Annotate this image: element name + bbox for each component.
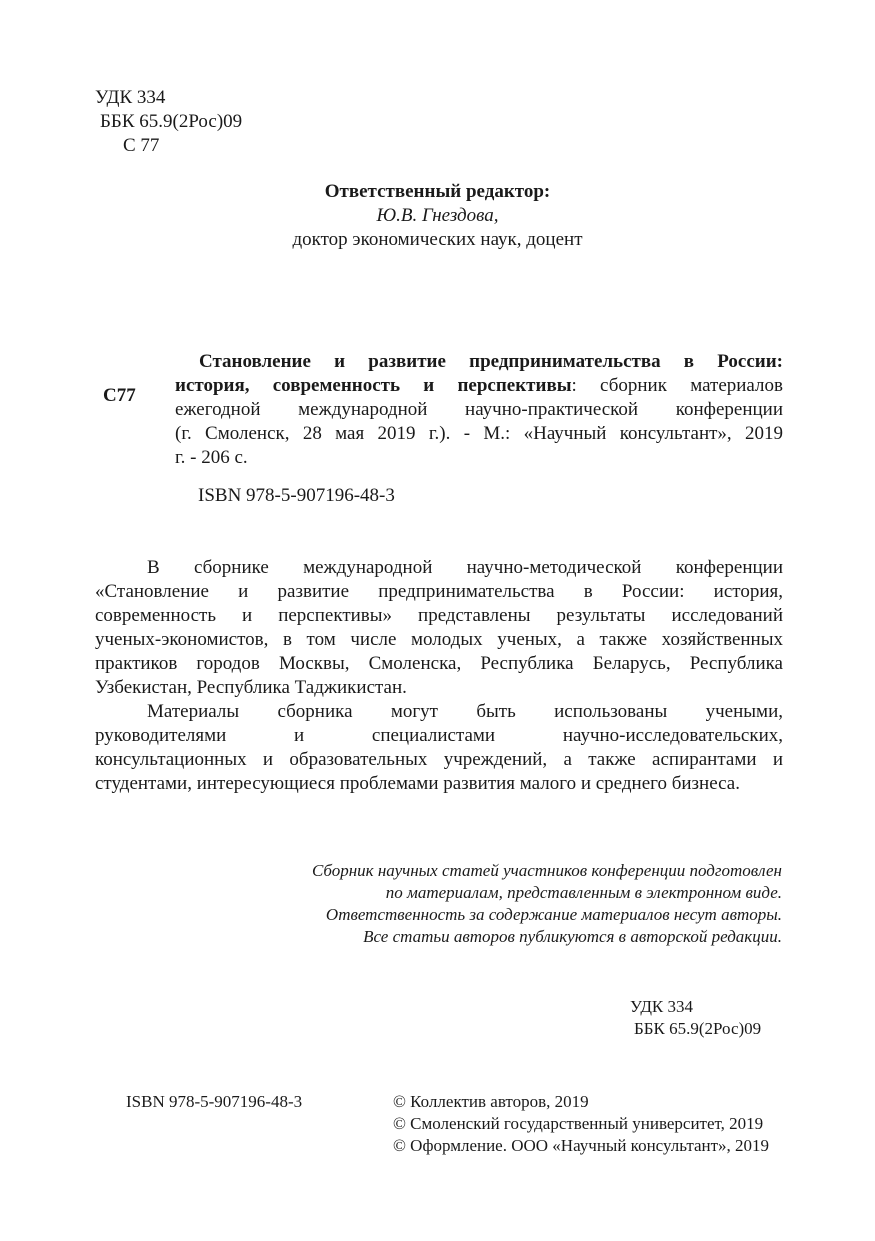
- annotation-p1-last: Узбекистан, Республика Таджикистан.: [95, 677, 407, 698]
- catalog-entry: [175, 350, 783, 470]
- copyright-block: [393, 1091, 769, 1157]
- catalog-line2-rest: : сборник материалов: [571, 375, 783, 396]
- udk-code: УДК 334: [95, 87, 166, 108]
- annotation-p2-line: руководителями и специалистами научно-исследовательских,: [95, 725, 783, 746]
- bbk-code: ББК 65.9(2Рос)09: [100, 111, 243, 132]
- catalog-mark: С77: [103, 385, 136, 406]
- annotation-p1-line: В сборнике международной научно-методической конференции: [147, 557, 783, 578]
- catalog-line5: г. - 206 с.: [175, 447, 248, 468]
- annotation-p2-last: студентами, интересующиеся проблемами развития малого и среднего бизнеса.: [95, 773, 740, 794]
- copyright-line: © Смоленский государственный университет, 2019: [393, 1114, 764, 1133]
- copyright-line: © Оформление. ООО «Научный консультант», 2019: [393, 1136, 770, 1155]
- catalog-line2: [175, 374, 783, 398]
- notice-line: Все статьи авторов публикуются в авторской редакции.: [363, 927, 782, 946]
- imprint-isbn: ISBN 978-5-907196-48-3: [126, 1092, 303, 1111]
- catalog-title-line2: история, современность и перспективы: [175, 375, 572, 396]
- annotation-p1-line: ученых-экономистов, в том числе молодых ученых, а также хозяйственных: [95, 629, 783, 650]
- annotation-p1-line: «Становление и развитие предпринимательства в России: история,: [95, 581, 783, 602]
- annotation-p1-line: практиков городов Москвы, Смоленска, Республика Беларусь, Республика: [95, 653, 783, 674]
- annotation-p1-line: современность и перспективы» представлены результаты исследований: [95, 605, 783, 626]
- notice-line: по материалам, представленным в электронном виде.: [385, 883, 782, 902]
- catalog-line4: (г. Смоленск, 28 мая 2019 г.). - М.: «Научный консультант», 2019: [175, 423, 783, 444]
- bbk-code-bottom: ББК 65.9(2Рос)09: [634, 1019, 762, 1038]
- editor-name: Ю.В. Гнездова,: [376, 205, 499, 226]
- catalog-title-line1: Становление и развитие предпринимательства в России:: [199, 351, 783, 372]
- catalog-line3: ежегодной международной научно-практической конференции: [175, 399, 783, 420]
- copyright-line: © Коллектив авторов, 2019: [393, 1092, 589, 1111]
- editor-block: [0, 180, 875, 252]
- author-mark: С 77: [123, 135, 160, 156]
- notice-line: Сборник научных статей участников конференции подготовлен: [311, 861, 782, 880]
- publication-notice: [200, 860, 782, 948]
- catalog-isbn: ISBN 978-5-907196-48-3: [198, 485, 395, 506]
- editor-degree: доктор экономических наук, доцент: [292, 229, 583, 250]
- annotation: [95, 556, 783, 796]
- udk-code-bottom: УДК 334: [630, 997, 694, 1016]
- classification-top: [95, 86, 242, 158]
- annotation-p2-line: Материалы сборника могут быть использованы учеными,: [147, 701, 783, 722]
- editor-heading: Ответственный редактор:: [324, 181, 551, 202]
- annotation-p2-line: консультационных и образовательных учреждений, а также аспирантами и: [95, 749, 783, 770]
- notice-line: Ответственность за содержание материалов несут авторы.: [325, 905, 782, 924]
- classification-bottom: [630, 996, 761, 1040]
